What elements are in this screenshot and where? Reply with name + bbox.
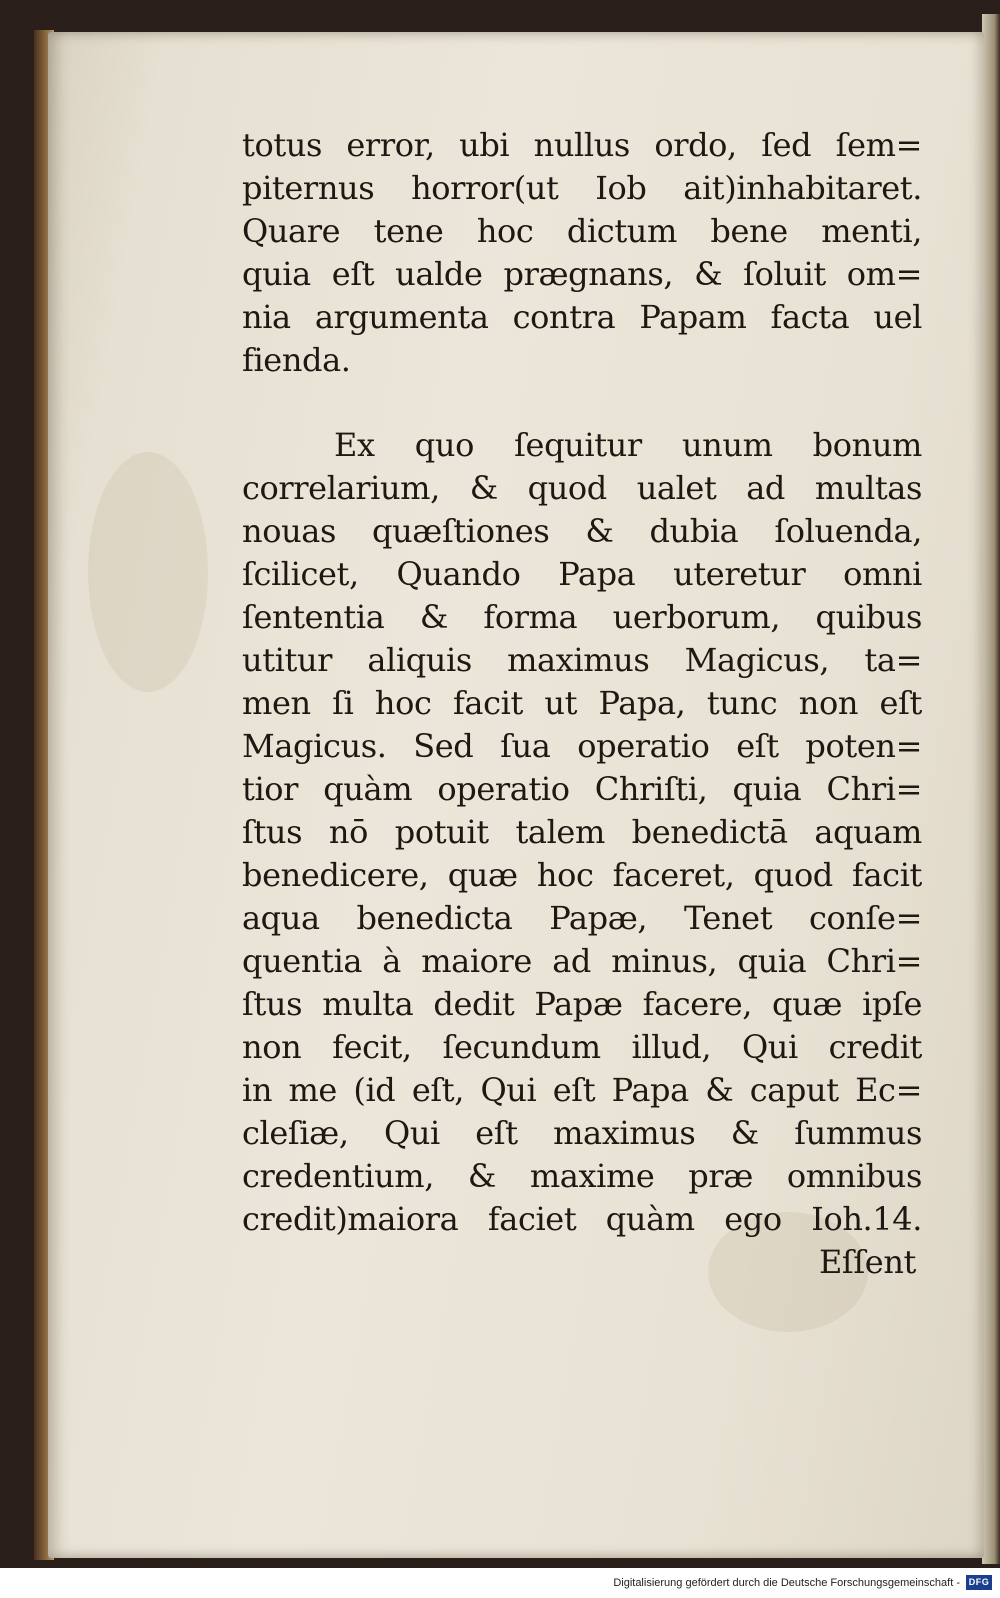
text-line: utitur aliquis maximus Magicus, ta=	[242, 641, 922, 679]
text-line: Magicus. Sed ſua operatio eſt poten=	[242, 727, 922, 765]
dfg-logo: DFG	[966, 1575, 992, 1590]
text-line: ſcilicet, Quando Papa uteretur omni	[242, 555, 922, 593]
text-line: totus error, ubi nullus ordo, ſed ſem=	[242, 126, 922, 164]
text-line: correlarium, & quod ualet ad multas	[242, 469, 922, 507]
text-line: cleſiæ, Qui eſt maximus & ſummus	[242, 1114, 922, 1152]
page-text	[242, 124, 922, 1284]
text-line: ſtus nō potuit talem benedictā aquam	[242, 813, 922, 851]
text-line: quentia à maiore ad minus, quia Chri=	[242, 942, 922, 980]
catchword: Eſſent	[818, 1243, 916, 1281]
page-stain	[88, 452, 208, 692]
text-line: tior quàm operatio Chriſti, quia Chri=	[242, 770, 922, 808]
paragraph-2	[242, 424, 922, 1241]
text-line: benedicere, quæ hoc faceret, quod facit	[242, 856, 922, 894]
text-line: credit)maiora faciet quàm ego Ioh.14.	[242, 1200, 922, 1238]
text-line: nouas quæſtiones & dubia ſoluenda,	[242, 512, 922, 550]
paragraph-1	[242, 124, 922, 382]
text-line: credentium, & maxime præ omnibus	[242, 1157, 922, 1195]
funding-credit: Digitalisierung gefördert durch die Deutsche Forschungsgemeinschaft -	[613, 1577, 960, 1589]
book-fore-edge	[982, 14, 1000, 1564]
text-line: piternus horror(ut Iob ait)inhabitaret.	[242, 169, 922, 207]
text-line: fienda.	[242, 341, 351, 379]
text-line: quia eſt ualde prægnans, & ſoluit om=	[242, 255, 922, 293]
text-line: in me (id eſt, Qui eſt Papa & caput Ec=	[242, 1071, 922, 1109]
text-line: aqua benedicta Papæ, Tenet conſe=	[242, 899, 922, 937]
text-line: non fecit, ſecundum illud, Qui credit	[242, 1028, 922, 1066]
text-line: Ex quo ſequitur unum bonum	[334, 426, 922, 464]
text-line: Quare tene hoc dictum bene menti,	[242, 212, 922, 250]
text-line: men ſi hoc facit ut Papa, tunc non eſt	[242, 684, 922, 722]
text-line: ſtus multa dedit Papæ facere, quæ ipſe	[242, 985, 922, 1023]
paragraph-gap	[242, 382, 922, 424]
text-line: nia argumenta contra Papam facta uel	[242, 298, 922, 336]
footer-bar	[0, 1568, 1000, 1598]
text-line: ſententia & forma uerborum, quibus	[242, 598, 922, 636]
